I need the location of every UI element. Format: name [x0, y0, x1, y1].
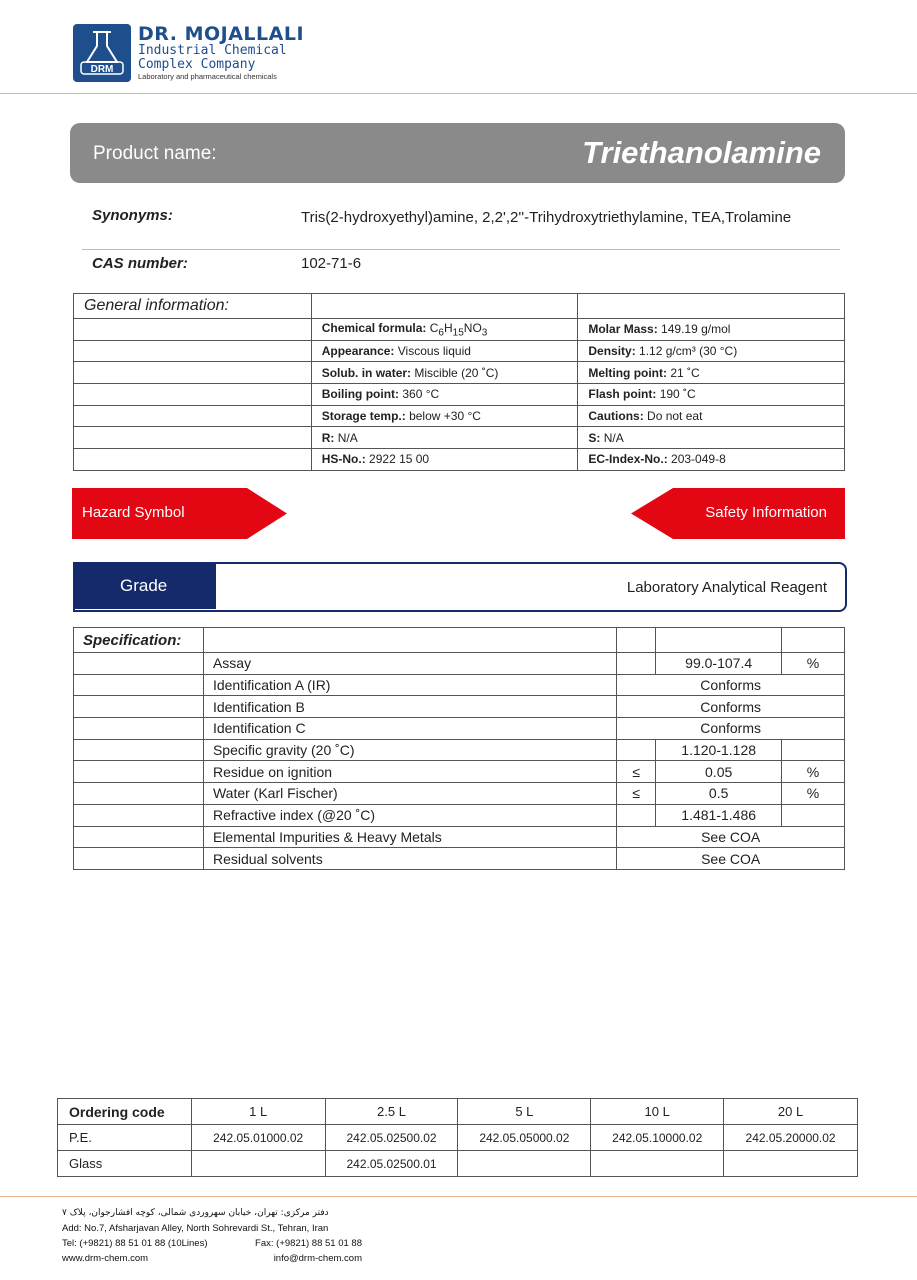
company-line1: Industrial Chemical [138, 43, 287, 58]
footer-fax: Fax: (+9821) 88 51 01 88 [255, 1238, 362, 1249]
synonyms-label: Synonyms: [92, 207, 173, 224]
safety-information-label: Safety Information [705, 504, 827, 521]
spec-value: 0.05 [656, 761, 782, 783]
density-cell: Density: 1.12 g/cm³ (30 °C) [578, 340, 845, 362]
storage-temp-cell: Storage temp.: below +30 °C [311, 405, 578, 427]
appearance-cell: Appearance: Viscous liquid [311, 340, 578, 362]
glass-code [191, 1151, 325, 1177]
spec-value: 99.0-107.4 [656, 653, 782, 675]
flash-point-cell: Flash point: 190 ˚C [578, 384, 845, 406]
grade-label-box [75, 564, 216, 609]
spec-value: See COA [617, 848, 845, 870]
ordering-row-glass [58, 1151, 858, 1177]
spec-name: Identification C [203, 718, 616, 740]
spec-name: Refractive index (@20 ˚C) [203, 804, 616, 826]
melting-point-cell: Melting point: 21 ˚C [578, 362, 845, 384]
boiling-point-cell: Boiling point: 360 °C [311, 384, 578, 406]
molar-mass-cell: Molar Mass: 149.19 g/mol [578, 319, 845, 341]
footer-address: Add: No.7, Afsharjavan Alley, North Sohrevardi St., Tehran, Iran [62, 1223, 329, 1234]
pe-code: 242.05.20000.02 [724, 1125, 858, 1151]
ordering-row-pe [58, 1125, 858, 1151]
footer-divider [0, 1196, 917, 1197]
svg-text:DRM: DRM [90, 64, 114, 75]
spec-value: Conforms [617, 696, 845, 718]
grade-label: Grade [120, 576, 168, 595]
pe-label: P.E. [58, 1125, 192, 1151]
general-info-row [74, 449, 845, 471]
spec-name: Residue on ignition [203, 761, 616, 783]
spec-operator: ≤ [617, 761, 656, 783]
spec-unit: % [782, 761, 845, 783]
spec-value: 1.481-1.486 [656, 804, 782, 826]
general-info-row [74, 362, 845, 384]
synonyms-value: Tris(2-hydroxyethyl)amine, 2,2',2''-Trihydroxytriethylamine, TEA,Trolamine [301, 209, 792, 226]
spec-unit [782, 739, 845, 761]
spec-name: Water (Karl Fischer) [203, 783, 616, 805]
ordering-header-row [58, 1099, 858, 1125]
company-tagline: Laboratory and pharmaceutical chemicals [138, 72, 277, 81]
safety-information-banner [631, 488, 845, 539]
spec-value: Conforms [617, 718, 845, 740]
specification-header-row [74, 628, 845, 653]
chemical-formula: $C_6H_{15}NO_3$ [429, 320, 488, 339]
spec-name: Identification B [203, 696, 616, 718]
grade-bar [73, 562, 847, 612]
spec-value: See COA [617, 826, 845, 848]
size-5l: 5 L [458, 1099, 591, 1125]
spec-row-residue-on-ignition [74, 761, 845, 783]
pe-code: 242.05.01000.02 [191, 1125, 325, 1151]
size-2-5l: 2.5 L [325, 1099, 458, 1125]
hazard-symbol-label: Hazard Symbol [82, 504, 185, 521]
grade-value: Laboratory Analytical Reagent [626, 579, 827, 596]
company-brand [138, 24, 304, 82]
hazard-symbol-banner [72, 488, 287, 539]
spec-row-residual-solvents [74, 848, 845, 870]
general-info-row [74, 405, 845, 427]
ordering-table [57, 1098, 858, 1177]
general-info-row [74, 384, 845, 406]
company-logo [73, 24, 131, 82]
company-name: DR. MOJALLALI [138, 23, 305, 45]
glass-code [724, 1151, 858, 1177]
glass-code [591, 1151, 724, 1177]
spec-value: 1.120-1.128 [656, 739, 782, 761]
spec-operator: ≤ [617, 783, 656, 805]
company-line2: Complex Company [138, 57, 256, 72]
general-info-row [74, 319, 845, 341]
pe-code: 242.05.02500.02 [325, 1125, 458, 1151]
ec-index-cell: EC-Index-No.: 203-049-8 [578, 449, 845, 471]
general-info-table [73, 293, 845, 471]
general-info-row [74, 427, 845, 449]
cas-label: CAS number: [92, 255, 188, 272]
spec-operator [617, 739, 656, 761]
spec-row-identification-b [74, 696, 845, 718]
general-info-title: General information: [74, 294, 312, 319]
spec-name: Assay [203, 653, 616, 675]
spec-row-refractive-index [74, 804, 845, 826]
glass-code [458, 1151, 591, 1177]
spec-name: Identification A (IR) [203, 674, 616, 696]
size-20l: 20 L [724, 1099, 858, 1125]
header-divider [0, 93, 917, 94]
spec-operator [617, 804, 656, 826]
spec-row-identification-c [74, 718, 845, 740]
spec-unit: % [782, 783, 845, 805]
spec-row-identification-a [74, 674, 845, 696]
ordering-code-label: Ordering code [58, 1099, 192, 1125]
size-1l: 1 L [191, 1099, 325, 1125]
spec-value: Conforms [617, 674, 845, 696]
spec-operator [617, 653, 656, 675]
cautions-cell: Cautions: Do not eat [578, 405, 845, 427]
size-10l: 10 L [591, 1099, 724, 1125]
product-label: Product name: [93, 143, 217, 164]
glass-label: Glass [58, 1151, 192, 1177]
pe-code: 242.05.05000.02 [458, 1125, 591, 1151]
pe-code: 242.05.10000.02 [591, 1125, 724, 1151]
spec-row-water [74, 783, 845, 805]
spec-row-elemental-impurities [74, 826, 845, 848]
chemical-formula-cell: Chemical formula: $C_6H_{15}NO_3$ [311, 319, 578, 341]
spec-unit: % [782, 653, 845, 675]
spec-row-assay [74, 653, 845, 675]
specification-table [73, 627, 845, 870]
spec-value: 0.5 [656, 783, 782, 805]
product-bar [70, 123, 845, 183]
spec-name: Elemental Impurities & Heavy Metals [203, 826, 616, 848]
glass-code: 242.05.02500.01 [325, 1151, 458, 1177]
solubility-cell: Solub. in water: Miscible (20 ˚C) [311, 362, 578, 384]
product-name: Triethanolamine [582, 135, 821, 170]
spec-row-specific-gravity [74, 739, 845, 761]
specification-title: Specification: [74, 628, 204, 653]
footer-tel: Tel: (+9821) 88 51 01 88 (10Lines) [62, 1238, 208, 1249]
spec-unit [782, 804, 845, 826]
s-phrases-cell: S: N/A [578, 427, 845, 449]
footer-contact [62, 1206, 362, 1266]
general-info-row [74, 340, 845, 362]
footer-email-link[interactable]: info@drm-chem.com [273, 1253, 362, 1264]
general-info-header-row [74, 294, 845, 319]
footer-website-link[interactable]: www.drm-chem.com [62, 1253, 149, 1264]
r-phrases-cell: R: N/A [311, 427, 578, 449]
hs-number-cell: HS-No.: 2922 15 00 [311, 449, 578, 471]
spec-name: Specific gravity (20 ˚C) [203, 739, 616, 761]
spec-name: Residual solvents [203, 848, 616, 870]
synonyms-divider [82, 249, 840, 250]
cas-value: 102-71-6 [301, 255, 362, 272]
footer-persian-address: دفتر مرکزی: تهران، خیابان سهروردی شمالی، کوچه افشارجوان، پلاک ۷ [62, 1208, 329, 1218]
